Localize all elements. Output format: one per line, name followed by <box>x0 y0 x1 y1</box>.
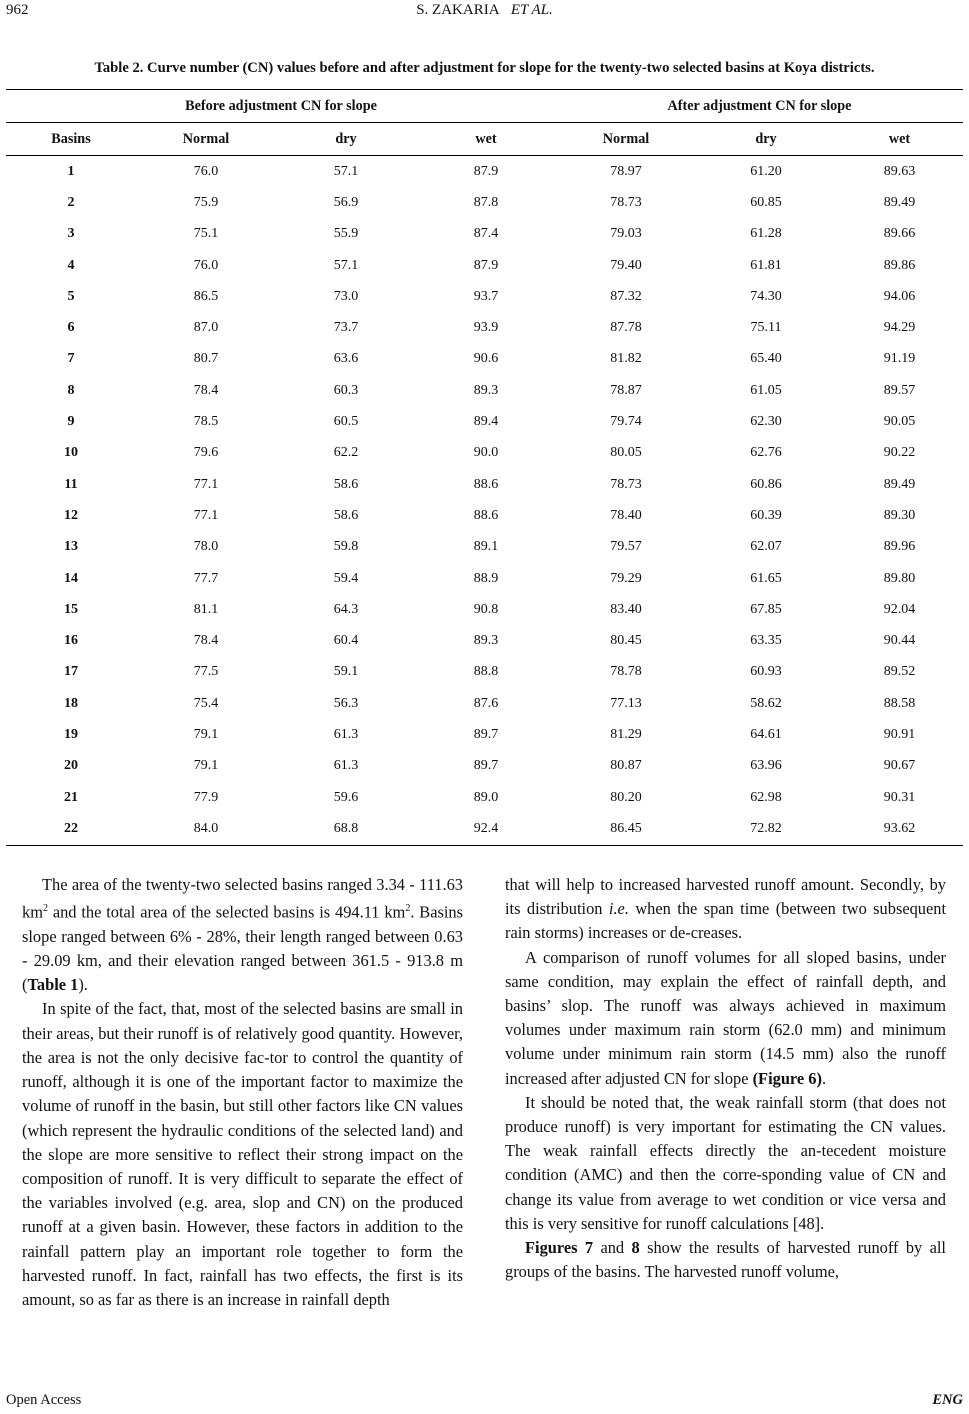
table-row <box>6 751 963 782</box>
cn-value-cell: 76.0 <box>193 163 219 179</box>
cn-value-cell: 77.13 <box>610 695 642 711</box>
cn-value-cell: 83.40 <box>610 601 642 617</box>
cn-value-cell: 57.1 <box>333 257 359 273</box>
body-column-left <box>22 873 463 1312</box>
figure-reference: Figures 7 <box>525 1238 594 1258</box>
cn-value-cell: 89.57 <box>883 382 916 398</box>
basin-id-cell: 11 <box>64 476 78 492</box>
cn-value-cell: 78.73 <box>610 476 642 492</box>
cn-value-cell: 90.05 <box>883 414 916 430</box>
table-row <box>6 187 963 218</box>
cn-value-cell: 89.86 <box>883 257 916 273</box>
table-row <box>6 344 963 375</box>
col-header: Normal <box>136 123 276 156</box>
cn-value-cell: 75.4 <box>193 695 219 711</box>
cn-value-cell: 87.0 <box>193 320 219 336</box>
text-run: . Basins slope ranged between 6% - 28%, their length ranged between 0.63 - 29.09 km, and their elevation ranged between 361.5 - 913.8 m ( <box>22 902 463 995</box>
cn-value-cell: 81.82 <box>610 351 642 367</box>
cn-value-cell: 80.45 <box>610 633 642 649</box>
cn-value-cell: 75.1 <box>193 226 219 242</box>
text-run: A comparison of runoff volumes for all sloped basins, under same condition, may explain the effect of rainfall depth, and basins’ slop. The runoff was always achieved in maximum volumes under maximum rain storm (62.0 mm) and minimum volume under minimum rain storm (14.5 mm) also the runoff increased after adjusted CN for slope <box>505 947 946 1088</box>
table-row <box>6 406 963 437</box>
basin-id-cell: 7 <box>67 351 75 367</box>
basin-id-cell: 19 <box>64 726 78 742</box>
cn-value-cell: 76.0 <box>193 257 219 273</box>
cn-value-cell: 92.4 <box>416 813 556 845</box>
cn-value-cell: 61.05 <box>750 382 782 398</box>
table-group-header <box>6 90 963 123</box>
table-caption: Table 2. Curve number (CN) values before and after adjustment for slope for the twenty-two selected basins at Koya districts. <box>94 60 875 76</box>
journal-abbrev: ENG <box>932 1392 963 1408</box>
cn-value-cell: 93.62 <box>836 813 963 845</box>
paragraph <box>505 946 946 1091</box>
basin-id-cell: 10 <box>64 445 78 461</box>
cn-value-cell: 89.1 <box>473 539 499 555</box>
table-row <box>6 563 963 594</box>
table-row <box>6 250 963 281</box>
cn-value-cell: 79.03 <box>610 226 642 242</box>
cn-value-cell: 79.40 <box>610 257 642 273</box>
cn-value-cell: 89.96 <box>883 539 916 555</box>
text-run: show the results of harvested runoff by all groups of the basins. The harvested runoff volume, <box>505 1238 946 1282</box>
table-row <box>6 500 963 531</box>
table-reference: Table 1 <box>27 975 79 995</box>
cn-value-cell: 77.9 <box>193 789 219 805</box>
page-number: 962 <box>6 2 29 18</box>
col-header: wet <box>836 123 963 156</box>
figure-reference: (Figure 6) <box>752 1068 822 1088</box>
cn-value-cell: 60.39 <box>750 507 782 523</box>
cn-value-cell: 73.7 <box>333 320 359 336</box>
basin-id-cell: 14 <box>64 570 78 586</box>
cn-value-cell: 62.30 <box>750 414 782 430</box>
basin-id-cell: 3 <box>67 226 75 242</box>
cn-value-cell: 79.1 <box>193 726 219 742</box>
col-header: dry <box>276 123 416 156</box>
cn-value-cell: 60.85 <box>750 194 782 210</box>
running-head-et-al: ET AL. <box>510 2 553 18</box>
cn-value-cell: 67.85 <box>750 601 782 617</box>
table-row <box>6 532 963 563</box>
cn-value-cell: 61.81 <box>750 257 782 273</box>
group-before-header: Before adjustment CN for slope <box>6 90 556 123</box>
cn-value-cell: 63.35 <box>750 633 782 649</box>
text-run: . <box>821 1068 827 1088</box>
cn-value-cell: 80.05 <box>610 445 642 461</box>
basin-id-cell: 18 <box>64 695 78 711</box>
table-row <box>6 375 963 406</box>
cn-value-cell: 87.78 <box>610 320 642 336</box>
table-row <box>6 594 963 625</box>
cn-value-cell: 89.7 <box>473 726 499 742</box>
table-row <box>6 469 963 500</box>
cn-value-cell: 64.3 <box>333 601 359 617</box>
cn-value-cell: 87.9 <box>473 163 499 179</box>
table-body <box>6 156 963 846</box>
table-row <box>6 312 963 343</box>
cn-value-cell: 78.87 <box>610 382 642 398</box>
cn-value-cell: 59.4 <box>333 570 359 586</box>
table-row <box>6 782 963 813</box>
cn-value-cell: 59.8 <box>333 539 359 555</box>
basin-id-cell: 16 <box>64 633 78 649</box>
table-row <box>6 657 963 688</box>
basin-id-cell: 6 <box>67 320 75 336</box>
cn-value-cell: 87.4 <box>473 226 499 242</box>
cn-value-cell: 89.66 <box>883 226 916 242</box>
cn-value-cell: 74.30 <box>750 288 782 304</box>
cn-value-cell: 93.7 <box>473 288 499 304</box>
table-row <box>6 156 963 188</box>
cn-value-cell: 89.49 <box>883 194 916 210</box>
cn-value-cell: 79.6 <box>193 445 219 461</box>
cn-value-cell: 88.6 <box>473 476 499 492</box>
cn-value-cell: 62.76 <box>750 445 782 461</box>
cn-value-cell: 75.9 <box>193 194 219 210</box>
paragraph <box>22 873 463 997</box>
cn-value-cell: 63.6 <box>333 351 359 367</box>
cn-value-cell: 89.80 <box>883 570 916 586</box>
cn-value-cell: 79.74 <box>610 414 642 430</box>
italic-text: i.e. <box>608 899 629 919</box>
table-row <box>6 219 963 250</box>
cn-value-cell: 94.29 <box>883 320 916 336</box>
cn-value-cell: 80.20 <box>610 789 642 805</box>
cn-value-cell: 90.91 <box>883 726 916 742</box>
cn-value-cell: 61.3 <box>333 726 359 742</box>
cn-value-cell: 58.62 <box>750 695 782 711</box>
cn-value-cell: 60.4 <box>333 633 359 649</box>
cn-value-cell: 91.19 <box>883 351 916 367</box>
cn-table <box>6 89 963 846</box>
cn-value-cell: 79.1 <box>193 758 219 774</box>
cn-value-cell: 68.8 <box>276 813 416 845</box>
running-head <box>0 2 969 19</box>
cn-value-cell: 90.22 <box>883 445 916 461</box>
cn-value-cell: 87.32 <box>610 288 642 304</box>
cn-value-cell: 62.98 <box>750 789 782 805</box>
cn-value-cell: 62.2 <box>333 445 359 461</box>
cn-value-cell: 90.6 <box>473 351 499 367</box>
cn-value-cell: 80.87 <box>610 758 642 774</box>
table-row <box>6 688 963 719</box>
basin-id-cell: 1 <box>67 163 75 179</box>
text-run: and the total area of the selected basins is 494.11 km <box>47 902 406 922</box>
cn-value-cell: 84.0 <box>136 813 276 845</box>
cn-value-cell: 78.4 <box>193 382 219 398</box>
group-after-header: After adjustment CN for slope <box>556 90 963 123</box>
paragraph <box>505 1236 946 1284</box>
basin-id-cell: 8 <box>67 382 75 398</box>
col-header: Basins <box>6 123 136 156</box>
cn-value-cell: 89.3 <box>473 382 499 398</box>
cn-value-cell: 80.7 <box>193 351 219 367</box>
cn-value-cell: 63.96 <box>750 758 782 774</box>
col-header: Normal <box>556 123 696 156</box>
cn-value-cell: 78.73 <box>610 194 642 210</box>
paragraph: In spite of the fact, that, most of the selected basins are small in their areas, but their runoff is of relatively good quantity. However, the area is not the only decisive fac-tor to control the quantity of runoff, although it is one of the important factor to maximize the volume of runoff in the basin, but still other factors like CN values (which represent the hydraulic conditions of the selected land) and the slope are more sensitive to reflect their strong impact on the composition of runoff. It is very difficult to separate the effect of the variables involved (e.g. area, slop and CN) on the produced runoff at a given basin. However, these factors in addition to the rainfall pattern play an important role together to form the harvested runoff. In fact, rainfall has two effects, the first is its amount, so as far as there is an increase in rainfall depth <box>22 999 463 1309</box>
cn-value-cell: 81.1 <box>193 601 219 617</box>
cn-value-cell: 90.44 <box>883 633 916 649</box>
cn-value-cell: 78.40 <box>610 507 642 523</box>
cn-value-cell: 61.28 <box>750 226 782 242</box>
cn-value-cell: 60.5 <box>333 414 359 430</box>
superscript: 2 <box>42 903 48 915</box>
table-row <box>6 813 963 845</box>
basin-id-cell: 2 <box>67 194 75 210</box>
cn-value-cell: 90.31 <box>883 789 916 805</box>
cn-value-cell: 72.82 <box>696 813 836 845</box>
cn-value-cell: 79.57 <box>610 539 642 555</box>
paragraph <box>505 873 946 946</box>
cn-value-cell: 90.8 <box>473 601 499 617</box>
cn-value-cell: 89.4 <box>473 414 499 430</box>
figure-reference: 8 <box>631 1238 640 1258</box>
cn-value-cell: 60.3 <box>333 382 359 398</box>
cn-value-cell: 87.8 <box>473 194 499 210</box>
cn-value-cell: 62.07 <box>750 539 782 555</box>
cn-value-cell: 89.52 <box>883 664 916 680</box>
cn-value-cell: 58.6 <box>333 476 359 492</box>
basin-id-cell: 15 <box>64 601 78 617</box>
basin-id-cell: 9 <box>67 414 75 430</box>
cn-value-cell: 88.58 <box>883 695 916 711</box>
cn-value-cell: 77.1 <box>193 476 219 492</box>
cn-value-cell: 60.86 <box>750 476 782 492</box>
cn-value-cell: 87.6 <box>473 695 499 711</box>
basin-id-cell: 20 <box>64 758 78 774</box>
cn-value-cell: 77.7 <box>193 570 219 586</box>
text-run: and <box>593 1238 632 1258</box>
cn-value-cell: 73.0 <box>333 288 359 304</box>
cn-value-cell: 61.20 <box>750 163 782 179</box>
cn-value-cell: 78.5 <box>193 414 219 430</box>
page-header <box>0 0 969 24</box>
cn-value-cell: 61.65 <box>750 570 782 586</box>
text-run: ). <box>78 975 88 995</box>
cn-value-cell: 79.29 <box>610 570 642 586</box>
cn-value-cell: 89.49 <box>883 476 916 492</box>
open-access-label: Open Access <box>6 1392 82 1408</box>
col-header: wet <box>416 123 556 156</box>
cn-value-cell: 88.8 <box>473 664 499 680</box>
cn-value-cell: 93.9 <box>473 320 499 336</box>
cn-value-cell: 87.9 <box>473 257 499 273</box>
cn-value-cell: 88.9 <box>473 570 499 586</box>
cn-value-cell: 78.78 <box>610 664 642 680</box>
basin-id-cell: 5 <box>67 288 75 304</box>
cn-value-cell: 59.6 <box>333 789 359 805</box>
cn-value-cell: 89.0 <box>473 789 499 805</box>
table-column-header <box>6 123 963 156</box>
basin-id-cell: 4 <box>67 257 75 273</box>
cn-value-cell: 81.29 <box>610 726 642 742</box>
table-row <box>6 438 963 469</box>
running-head-author: S. ZAKARIA <box>416 2 500 18</box>
cn-value-cell: 57.1 <box>333 163 359 179</box>
cn-value-cell: 78.0 <box>193 539 219 555</box>
cn-value-cell: 55.9 <box>333 226 359 242</box>
cn-value-cell: 78.4 <box>193 633 219 649</box>
cn-value-cell: 86.5 <box>193 288 219 304</box>
table-row <box>6 625 963 656</box>
text-run: that will help to increased harvested runoff amount. Secondly, by its distribution <box>505 875 946 919</box>
cn-value-cell: 58.6 <box>333 507 359 523</box>
cn-value-cell: 77.5 <box>193 664 219 680</box>
cn-value-cell: 89.63 <box>883 163 916 179</box>
table-row <box>6 281 963 312</box>
cn-value-cell: 90.67 <box>883 758 916 774</box>
paragraph: It should be noted that, the weak rainfall storm (that does not produce runoff) is very important for estimating the CN values. The weak rainfall effects directly the an-tecedent moisture condition (AMC) and then the corre-sponding value of CN and change its value from average to wet condition or vice versa and this is very sensitive for runoff calculations [48]. <box>505 1092 946 1233</box>
basin-id-cell: 21 <box>64 789 78 805</box>
cn-value-cell: 56.9 <box>333 194 359 210</box>
cn-value-cell: 65.40 <box>750 351 782 367</box>
cn-value-cell: 61.3 <box>333 758 359 774</box>
cn-value-cell: 89.3 <box>473 633 499 649</box>
cn-value-cell: 64.61 <box>750 726 782 742</box>
basin-id-cell: 13 <box>64 539 78 555</box>
text-run: when the span time (between two subsequent rain storms) increases or de-creases. <box>505 899 947 943</box>
body-column-right <box>505 873 946 1284</box>
cn-value-cell: 77.1 <box>193 507 219 523</box>
cn-value-cell: 92.04 <box>883 601 916 617</box>
basin-id-cell: 12 <box>64 507 78 523</box>
cn-value-cell: 90.0 <box>473 445 499 461</box>
basin-id-cell: 22 <box>6 813 136 845</box>
basin-id-cell: 17 <box>64 664 78 680</box>
col-header: dry <box>696 123 836 156</box>
cn-value-cell: 78.97 <box>610 163 642 179</box>
cn-value-cell: 86.45 <box>556 813 696 845</box>
cn-value-cell: 89.30 <box>883 507 916 523</box>
table-row <box>6 719 963 750</box>
cn-value-cell: 89.7 <box>473 758 499 774</box>
cn-value-cell: 60.93 <box>750 664 782 680</box>
superscript: 2 <box>405 903 411 915</box>
cn-value-cell: 88.6 <box>473 507 499 523</box>
text-run: The area of the twenty-two selected basins ranged 3.34 - 111.63 km <box>22 875 463 922</box>
cn-value-cell: 56.3 <box>333 695 359 711</box>
cn-value-cell: 75.11 <box>750 320 782 336</box>
cn-value-cell: 94.06 <box>883 288 916 304</box>
cn-value-cell: 59.1 <box>333 664 359 680</box>
